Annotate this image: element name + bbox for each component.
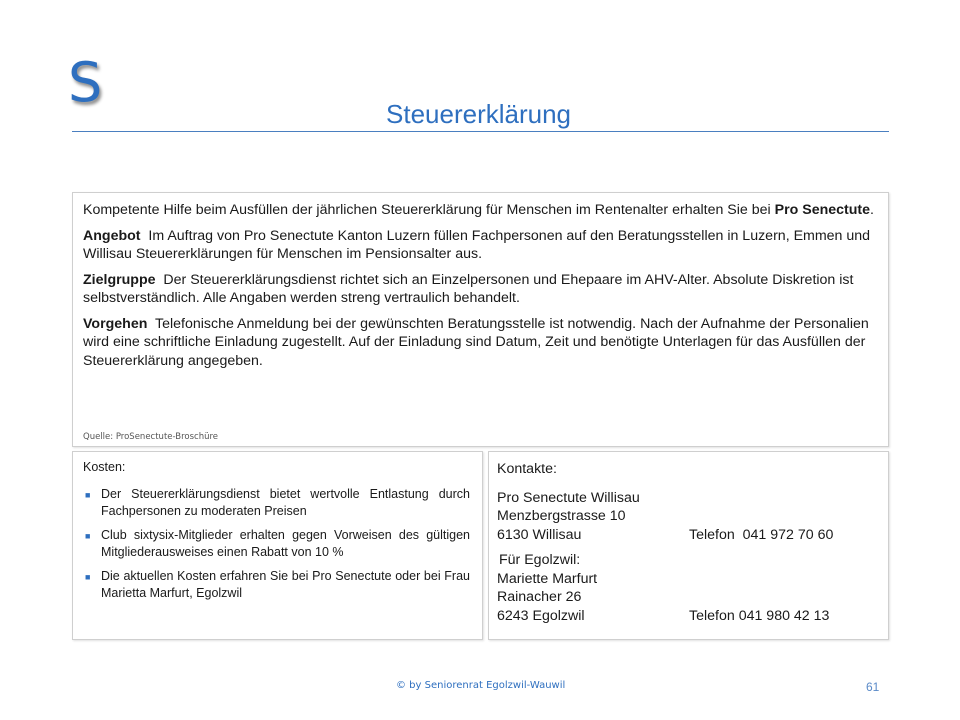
contact-phone: Telefon 041 980 42 13 — [689, 607, 830, 624]
copyright-footer: © by Seniorenrat Egolzwil-Wauwil — [396, 680, 566, 691]
contact-city-row — [497, 607, 878, 626]
contacts-title: Kontakte: — [497, 461, 557, 477]
section-letter: S — [68, 51, 103, 114]
intro-text: Kompetente Hilfe beim Ausfüllen der jährlichen Steuererklärung für Menschen im Rentenalter erhalten Sie bei — [83, 202, 775, 218]
contact-egolzwil — [497, 551, 878, 625]
target-group-label: Zielgruppe — [83, 271, 156, 288]
offer-text: Im Auftrag von Pro Senectute Kanton Luzern füllen Fachpersonen auf den Beratungsstellen in Luzern, Emmen und Willisau Steuererklärungen für Menschen im Pensionsalter aus. — [83, 227, 875, 262]
contact-city-row — [497, 526, 878, 545]
procedure-text: Telefonische Anmeldung bei der gewünschten Beratungsstelle ist notwendig. Nach der Aufnahme der Personalien wird eine schriftliche Einladung zugestellt. Auf der Einladung sind Datum, Zeit und benötigte Unterlagen für das Ausfüllen der Steuererklärung angegeben. — [83, 315, 873, 369]
costs-title: Kosten: — [83, 460, 126, 474]
intro-paragraph — [83, 201, 879, 220]
list-item — [83, 527, 470, 561]
procedure-paragraph — [83, 315, 879, 371]
square-bullet-icon: ■ — [85, 572, 91, 582]
target-group-text: Der Steuererklärungsdienst richtet sich an Einzelpersonen und Ehepaare im AHV-Alter. Absolute Diskretion ist selbstverständlich. Alle Angaben werden streng vertraulich behandelt. — [83, 271, 858, 306]
offer-label: Angebot — [83, 227, 141, 244]
list-item — [83, 568, 470, 602]
costs-list — [83, 486, 470, 602]
costs-item-text: Club sixtysix-Mitglieder erhalten gegen Vorweisen des gültigen Mitgliederausweises einen Rabatt von 10 % — [101, 528, 470, 559]
contact-heading: Für Egolzwil: — [499, 552, 581, 568]
contact-street: Rainacher 26 — [497, 589, 582, 605]
intro-end: . — [870, 202, 874, 218]
contact-willisau — [497, 489, 878, 545]
description-box — [72, 192, 889, 447]
contacts-box — [488, 451, 889, 640]
target-group-paragraph — [83, 271, 879, 308]
page-number: 61 — [866, 680, 880, 694]
intro-org-name: Pro Senectute — [774, 202, 871, 218]
square-bullet-icon: ■ — [85, 490, 91, 500]
contact-street: Menzbergstrasse 10 — [497, 508, 626, 524]
title-divider — [72, 131, 889, 132]
square-bullet-icon: ■ — [85, 531, 91, 541]
contact-city: 6130 Willisau — [497, 526, 582, 543]
list-item — [83, 486, 470, 520]
costs-item-text: Die aktuellen Kosten erfahren Sie bei Pro Senectute oder bei Frau Marietta Marfurt, Egolzwil — [101, 569, 470, 600]
contact-name: Pro Senectute Willisau — [497, 489, 640, 506]
contact-name: Mariette Marfurt — [497, 570, 598, 587]
procedure-label: Vorgehen — [83, 315, 148, 332]
costs-item-text: Der Steuererklärungsdienst bietet wertvolle Entlastung durch Fachpersonen zu moderaten Preisen — [101, 487, 470, 518]
contact-phone: Telefon 041 972 70 60 — [689, 526, 834, 543]
offer-paragraph — [83, 227, 879, 264]
page-title: Steuererklärung — [386, 99, 571, 129]
costs-box — [72, 451, 483, 640]
contact-city: 6243 Egolzwil — [497, 607, 585, 624]
source-note: Quelle: ProSenectute-Broschüre — [83, 432, 219, 442]
